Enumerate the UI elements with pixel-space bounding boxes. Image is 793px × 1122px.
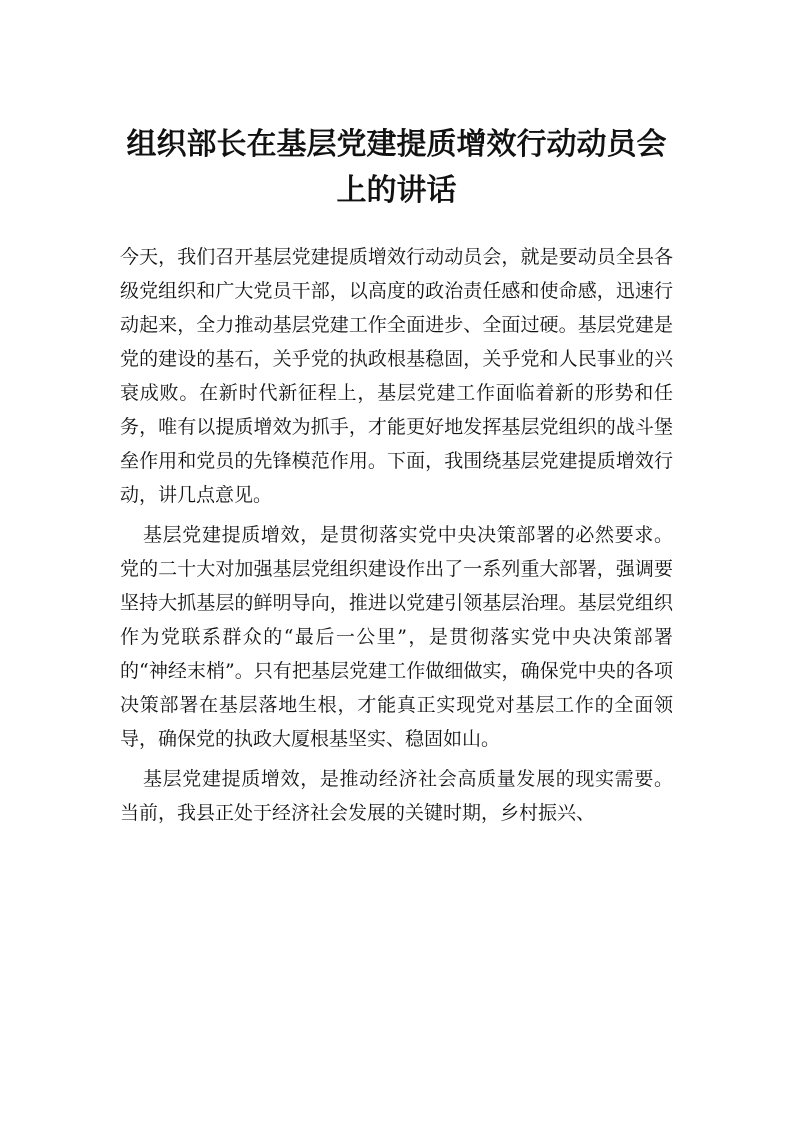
paragraph-3: 基层党建提质增效，是推动经济社会高质量发展的现实需要。当前，我县正处于经济社会发展的关键时期，乡村振兴、 [120, 768, 673, 824]
document-title [100, 122, 693, 214]
title-line-1: 组织部长在基层党建提质增效行动动员会 [126, 127, 667, 162]
document-body [120, 240, 673, 836]
paragraph-1: 今天，我们召开基层党建提质增效行动动员会，就是要动员全县各级党组织和广大党员干部，以高度的政治责任感和使命感，迅速行动起来，全力推动基层党建工作全面进步、全面过硬。基层党建是党的建设的基石，关乎党的执政根基稳固，关乎党和人民事业的兴衰成败。在新时代新征程上，基层党建工作面临着新的形势和任务，唯有以提质增效为抓手，才能更好地发挥基层党组织的战斗堡垒作用和党员的先锋模范作用。下面，我围绕基层党建提质增效行动，讲几点意见。 [120, 246, 673, 506]
title-line-2: 上的讲话 [336, 173, 457, 208]
paragraph-2: 基层党建提质增效，是贯彻落实党中央决策部署的必然要求。党的二十大对加强基层党组织建设作出了一系列重大部署，强调要坚持大抓基层的鲜明导向，推进以党建引领基层治理。基层党组织作为党联系群众的“最后一公里”，是贯彻落实党中央决策部署的“神经末梢”。只有把基层党建工作做细做实，确保党中央的各项决策部署在基层落地生根，才能真正实现党对基层工作的全面领导，确保党的执政大厦根基坚实、稳固如山。 [120, 524, 673, 750]
